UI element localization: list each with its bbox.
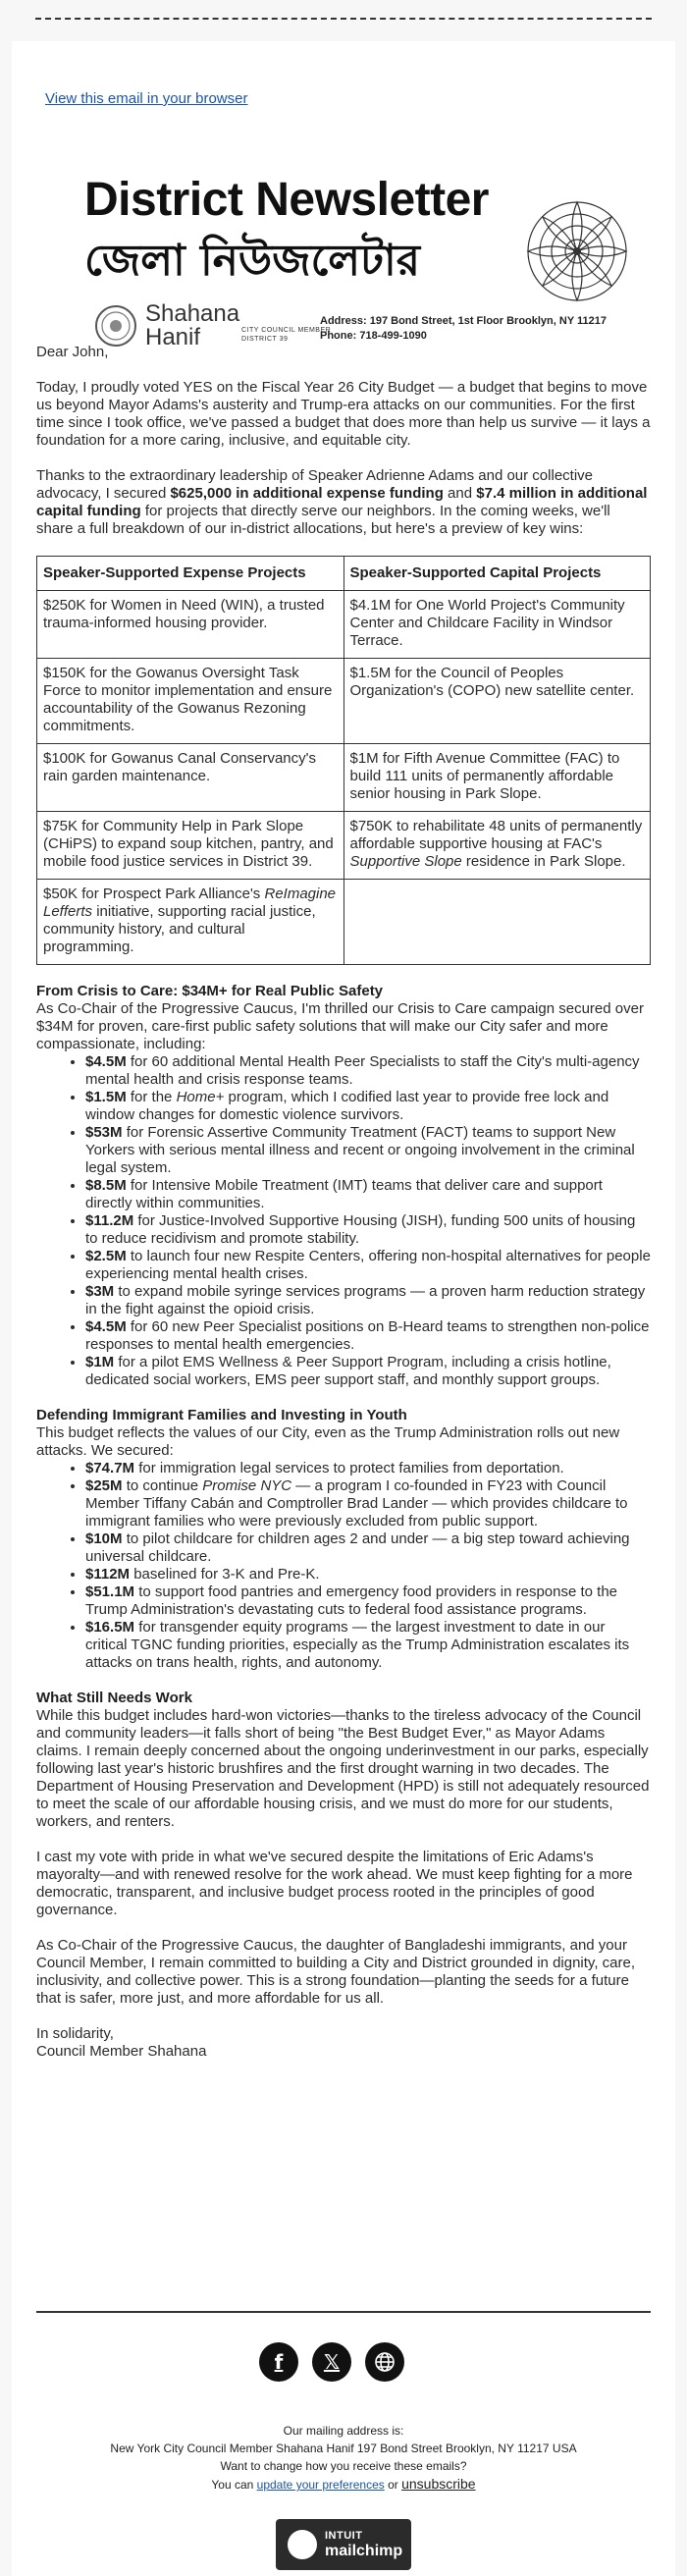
expense-text-italic: ReImagine Lefferts [43,886,337,920]
preferences-line [12,2476,675,2494]
update-preferences-link[interactable]: update your preferences [256,2478,385,2492]
funding-paragraph [36,467,651,538]
list-item [85,1283,651,1318]
greeting: Dear John, [36,344,109,360]
mailing-address-label: Our mailing address is: [283,2424,404,2438]
crisis-intro: As Co-Chair of the Progressive Caucus, I'm thrilled our Crisis to Care campaign secured over $34M for proven, care-first public safety solutions that will make our City safer and more compassionate, including: [36,1000,644,1052]
item-amount: $3M [85,1283,115,1300]
table-row [37,880,651,965]
or-text: or [384,2478,402,2492]
mailchimp-badge[interactable] [276,2519,411,2570]
capital-cell: $1M for Fifth Avenue Committee (FAC) to build 111 units of permanently affordable senior housing in Park Slope. [344,744,651,812]
x-twitter-icon[interactable]: 𝕏 [312,2342,351,2382]
immigrant-intro: This budget reflects the values of our City, even as the Trump Administration rolls out new attacks. We secured: [36,1424,620,1459]
capital-cell: $1.5M for the Council of Peoples Organization's (COPO) new satellite center. [344,659,651,744]
immigrant-section-title: Defending Immigrant Families and Investing in Youth [36,1407,407,1423]
role-line-2: DISTRICT 39 [241,336,289,343]
expense-cell: $150K for the Gowanus Oversight Task Force to monitor implementation and ensure accountability of the Gowanus Rezoning commitments. [37,659,344,744]
newsletter-header [84,135,630,361]
item-text: baselined for 3-K and Pre-K. [130,1566,320,1583]
item-text-italic: Promise NYC [202,1477,292,1494]
item-text: for 60 new Peer Specialist positions on B-Heard teams to strengthen non-police responses to mental health emergencies. [85,1318,650,1353]
top-dashed-divider [35,18,652,20]
you-can-text: You can [211,2478,257,2492]
signoff-line-1: In solidarity, [36,2025,114,2042]
list-item [85,1530,651,1566]
expense-text-pre: $50K for Prospect Park Alliance's [43,886,265,902]
signoff-line-2: Council Member Shahana [36,2043,207,2060]
still-needs-paragraph: While this budget includes hard-won victories—thanks to the tireless advocacy of the Council and community leaders—it falls short of being "the Best Budget Ever," as Mayor Adams claims. I remain deeply concerned about the ongoing underinvestment in our parks, especially following last year's historic brushfires and the first drought warning in two decades. The Department of Housing Preservation and Development (HPD) is still not adequately resourced to meet the scale of our affordable housing crisis, and we must do more for our students, workers, and renters. [36,1707,650,1830]
expense-cell [37,880,344,965]
item-text: for Intensive Mobile Treatment (IMT) teams that deliver care and support directly within communities. [85,1177,603,1211]
item-amount: $25M [85,1477,123,1494]
item-amount: $4.5M [85,1318,127,1335]
item-text: for transgender equity programs — the largest investment to date in our critical TGNC funding priorities, especially as the Trump Administration escalates its attacks on trans health, rights, and autonomy. [85,1619,630,1671]
item-amount: $74.7M [85,1460,135,1476]
capital-text-post: residence in Park Slope. [461,853,626,870]
capital-projects-header: Speaker-Supported Capital Projects [344,557,651,591]
immigrant-list [85,1460,651,1672]
capital-cell [344,812,651,880]
item-text-pre: to continue [122,1477,203,1494]
mailing-address: New York City Council Member Shahana Hanif 197 Bond Street Brooklyn, NY 11217 USA [110,2442,577,2455]
list-item [85,1566,651,1583]
crisis-section-title: From Crisis to Care: $34M+ for Real Public Safety [36,983,384,999]
item-amount: $53M [85,1124,123,1141]
expense-text-post: initiative, supporting racial justice, community history, and cultural programming. [43,903,316,955]
item-amount: $11.2M [85,1212,134,1229]
item-amount: $112M [85,1566,131,1583]
list-item [85,1177,651,1212]
item-text: for Justice-Involved Supportive Housing (JISH), funding 500 units of housing to reduce recidivism and promote stability. [85,1212,636,1247]
capital-cell: $4.1M for One World Project's Community Center and Childcare Facility in Windsor Terrace. [344,591,651,659]
item-text: for a pilot EMS Wellness & Peer Support Program, including a crisis hotline, dedicated social workers, EMS peer support staff, and monthly support groups. [85,1354,611,1388]
item-text: to support food pantries and emergency food providers in response to the Trump Administration's devastating cuts to federal food assistance programs. [85,1583,618,1618]
expense-projects-header: Speaker-Supported Expense Projects [37,557,344,591]
list-item [85,1477,651,1530]
office-phone: Phone: 718-499-1090 [320,330,427,342]
list-item [85,1354,651,1389]
capital-text-pre: $750K to rehabilitate 48 units of permanently affordable supportive housing at FAC's [349,818,643,852]
table-header-row [37,557,651,591]
unsubscribe-link[interactable]: unsubscribe [401,2476,476,2492]
council-member-role [241,326,331,344]
cochair-paragraph: As Co-Chair of the Progressive Caucus, the daughter of Bangladeshi immigrants, and your Council Member, I remain committed to building a City and District grounded in dignity, care, inclusivity, and collective power. This is a strong foundation—planting the seeds for a future that is safer, more just, and more affordable for us all. [36,1937,635,2007]
list-item [85,1089,651,1124]
signoff [36,2025,651,2061]
city-council-seal-icon [94,304,137,348]
office-address: Address: 197 Bond Street, 1st Floor Brooklyn, NY 11217 [320,315,608,327]
item-amount: $51.1M [85,1583,135,1600]
facebook-icon[interactable]: f [259,2342,298,2382]
table-row [37,591,651,659]
badge-intuit: INTUIT [325,2530,363,2542]
list-item [85,1212,651,1248]
item-amount: $16.5M [85,1619,135,1636]
council-member-last-name: Hanif [145,324,201,350]
list-item [85,1619,651,1672]
table-row [37,744,651,812]
funding-text-2: and [443,485,477,502]
change-emails-text: Want to change how you receive these emails? [220,2459,467,2473]
vote-paragraph: I cast my vote with pride in what we've secured despite the limitations of Eric Adams's mayoralty—and with renewed resolve for the work ahead. We must keep fighting for a more democratic, transparent, and inclusive budget process rooted in the principles of good governance. [36,1849,633,1918]
item-amount: $4.5M [85,1053,127,1070]
item-amount: $8.5M [85,1177,127,1194]
letter-content [36,344,651,2061]
intro-paragraph: Today, I proudly voted YES on the Fiscal Year 26 City Budget — a budget that begins to move us beyond Mayor Adams's austerity and Trump-era attacks on our communities. For the first time since I took office, we've passed a budget that does more than help us survive — it lays a foundation for a more caring, inclusive, and equitable city. [36,379,651,449]
list-item [85,1248,651,1283]
item-text: to expand mobile syringe services programs — a proven harm reduction strategy in the fight against the opioid crisis. [85,1283,646,1317]
list-item [85,1583,651,1619]
council-member-first-name: Shahana [145,300,240,327]
projects-table [36,556,651,965]
list-item [85,1053,651,1089]
office-contact [320,314,607,344]
item-amount: $1.5M [85,1089,127,1105]
funding-text-3: for projects that directly serve our neighbors. In the coming weeks, we'll share a full breakdown of our in-district allocations, but here's a preview of key wins: [36,503,610,537]
item-text: for immigration legal services to protect families from deportation. [134,1460,564,1476]
capital-text-italic: Supportive Slope [349,853,462,870]
mailchimp-logo-icon [288,2530,317,2559]
item-text: to launch four new Respite Centers, offering non-hospital alternatives for people experiencing mental health crises. [85,1248,651,1282]
item-amount: $2.5M [85,1248,127,1264]
role-line-1: CITY COUNCIL MEMBER [241,327,332,334]
item-amount: $1M [85,1354,115,1370]
capital-funding-amount: $7.4 million in additional capital funding [36,485,648,519]
item-text: program, which I codified last year to provide free lock and window changes for domestic violence survivors. [85,1089,609,1123]
table-row [37,812,651,880]
newsletter-title: District Newsletter [84,174,489,226]
table-row [37,659,651,744]
newsletter-title-bengali: জেলা নিউজলেটার [84,236,420,286]
list-item [85,1460,651,1477]
footer-divider [36,2311,651,2313]
item-text: — a program I co-founded in FY23 with Council Member Tiffany Cabán and Comptroller Brad Lander — which provides childcare to immigrant families who were previously excluded from public support. [85,1477,628,1530]
capital-cell-empty [344,880,651,965]
still-needs-section-title: What Still Needs Work [36,1690,192,1706]
expense-funding-amount: $625,000 in additional expense funding [170,485,444,502]
expense-cell: $75K for Community Help in Park Slope (CHiPS) to expand soup kitchen, pantry, and mobile food justice services in District 39. [37,812,344,880]
mandala-ornament-icon [522,196,632,306]
list-item [85,1124,651,1177]
badge-mailchimp: mailchimp [325,2543,403,2559]
expense-cell: $250K for Women in Need (WIN), a trusted trauma-informed housing provider. [37,591,344,659]
item-amount: $10M [85,1530,123,1547]
item-text: for 60 additional Mental Health Peer Specialists to staff the City's multi-agency mental health and crisis response teams. [85,1053,640,1088]
item-text: to pilot childcare for children ages 2 and under — a big step toward achieving universal childcare. [85,1530,630,1565]
item-text-pre: for the [126,1089,177,1105]
expense-cell: $100K for Gowanus Canal Conservancy's rain garden maintenance. [37,744,344,812]
globe-icon [373,2350,396,2374]
view-in-browser-link[interactable]: View this email in your browser [45,90,248,107]
funding-text-1: Thanks to the extraordinary leadership of Speaker Adrienne Adams and our collective advocacy, I secured [36,467,593,502]
list-item [85,1318,651,1354]
website-globe-icon[interactable] [365,2342,404,2382]
item-text: for Forensic Assertive Community Treatment (FACT) teams to support New Yorkers with serious mental illness and recent or ongoing involvement in the criminal legal system. [85,1124,635,1176]
item-text-italic: Home+ [176,1089,225,1105]
crisis-list [85,1053,651,1389]
